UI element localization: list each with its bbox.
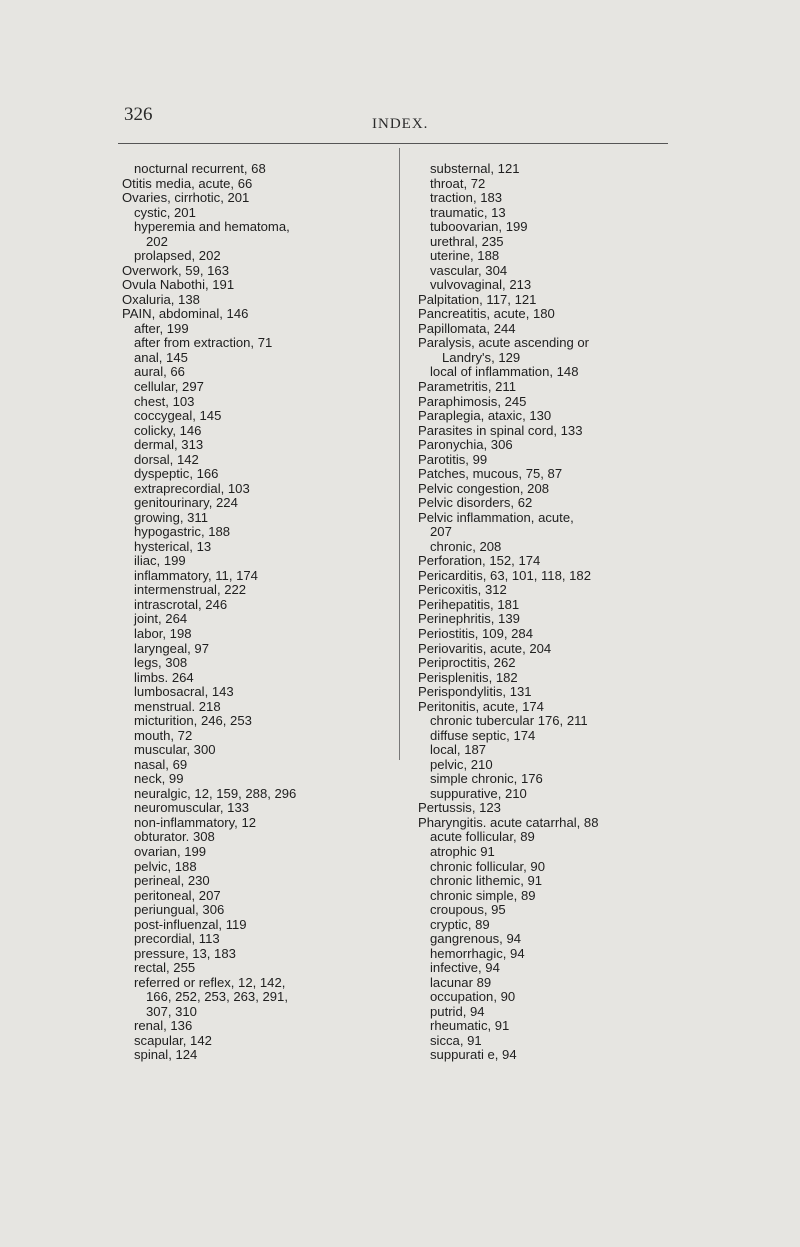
index-subentry: genitourinary, 224	[134, 495, 238, 511]
index-entry: Pelvic congestion, 208	[418, 480, 550, 496]
index-entry: Pertussis, 123	[418, 800, 501, 816]
index-entry: Periovaritis, acute, 204	[418, 640, 552, 656]
page-header	[0, 0, 800, 150]
index-subentry: lacunar 89	[430, 974, 492, 990]
index-subentry: sicca, 91	[430, 1032, 482, 1048]
index-subentry: chronic lithemic, 91	[430, 873, 543, 889]
index-subentry: pelvic, 210	[430, 756, 493, 772]
index-subentry: menstrual. 218	[134, 698, 221, 714]
index-subentry: atrophic 91	[430, 843, 495, 859]
index-entry: PAIN, abdominal, 146	[122, 306, 249, 322]
index-subentry: vulvovaginal, 213	[430, 277, 532, 293]
index-subentry: limbs. 264	[134, 669, 194, 685]
index-subentry: extraprecordial, 103	[134, 480, 250, 496]
index-subentry: suppurative, 210	[430, 785, 527, 801]
index-entry: Paraplegia, ataxic, 130	[418, 408, 552, 424]
index-subentry: pressure, 13, 183	[134, 945, 236, 961]
index-subentry: intermenstrual, 222	[134, 582, 247, 598]
index-subentry: neuromuscular, 133	[134, 800, 250, 816]
index-subentry: nasal, 69	[134, 756, 188, 772]
index-subentry: mouth, 72	[134, 727, 193, 743]
index-subentry: nocturnal recurrent, 68	[134, 161, 266, 176]
index-subentry: chronic, 208	[430, 538, 502, 554]
index-subentry: traction, 183	[430, 190, 503, 206]
index-entry: Pharyngitis. acute catarrhal, 88	[418, 814, 599, 830]
index-subentry: throat, 72	[430, 175, 486, 191]
index-entry: Parasites in spinal cord, 133	[418, 422, 583, 438]
index-entry: Patches, mucous, 75, 87	[418, 466, 563, 482]
index-entry: Perispondylitis, 131	[418, 684, 532, 700]
index-subentry: joint, 264	[134, 611, 188, 627]
index-column-left	[122, 162, 394, 1063]
index-entry: Peritonitis, acute, 174	[418, 698, 544, 714]
index-subentry: perineal, 230	[134, 873, 210, 889]
index-subentry: after from extraction, 71	[134, 335, 273, 351]
index-subentry: scapular, 142	[134, 1032, 212, 1048]
index-entry: Paralysis, acute ascending or	[418, 335, 590, 351]
index-entry: Papillomata, 244	[418, 320, 516, 336]
index-subentry: lumbosacral, 143	[134, 684, 234, 700]
index-subentry: uterine, 188	[430, 248, 500, 264]
index-subentry: post-influenzal, 119	[134, 916, 247, 932]
index-subentry: gangrenous, 94	[430, 931, 522, 947]
index-subentry: prolapsed, 202	[134, 248, 221, 264]
index-entry: Palpitation, 117, 121	[418, 291, 537, 307]
index-subentry: local of inflammation, 148	[430, 364, 579, 380]
index-entry: Otitis media, acute, 66	[122, 175, 253, 191]
index-subentry: labor, 198	[134, 626, 192, 641]
index-subentry: coccygeal, 145	[134, 408, 222, 424]
index-subentry: ovarian, 199	[134, 843, 207, 859]
index-subentry: referred or reflex, 12, 142,	[134, 974, 286, 990]
index-subentry: growing, 311	[134, 509, 209, 525]
index-subentry: local, 187	[430, 742, 487, 758]
index-subentry: hyperemia and hematoma,	[134, 219, 290, 235]
index-subentry: peritoneal, 207	[134, 887, 221, 903]
index-subentry: 207	[430, 524, 452, 540]
index-subentry: laryngeal, 97	[134, 640, 209, 656]
index-subentry: acute follicular, 89	[430, 829, 535, 845]
index-entry: Perisplenitis, 182	[418, 669, 518, 685]
index-subentry: urethral, 235	[430, 233, 504, 249]
index-subentry: infective, 94	[430, 960, 500, 976]
index-subentry: legs, 308	[134, 655, 188, 671]
index-subentry: inflammatory, 11, 174	[134, 567, 258, 583]
index-entry: Periproctitis, 262	[418, 655, 516, 671]
index-subentry: substernal, 121	[430, 161, 520, 176]
index-subentry: micturition, 246, 253	[134, 713, 252, 729]
index-entry-continuation: 202	[146, 233, 168, 249]
index-entry: Pancreatitis, acute, 180	[418, 306, 555, 322]
index-subentry: suppurati e, 94	[430, 1047, 517, 1063]
index-entry: Oxaluria, 138	[122, 291, 200, 307]
index-subentry: neuralgic, 12, 159, 288, 296	[134, 785, 297, 801]
index-entry: Ovula Nabothi, 191	[122, 277, 235, 293]
header-rule	[118, 143, 668, 144]
index-subentry: spinal, 124	[134, 1047, 198, 1063]
index-subentry: neck, 99	[134, 771, 184, 787]
index-entry: Paraphimosis, 245	[418, 393, 527, 409]
index-entry: Overwork, 59, 163	[122, 262, 229, 278]
index-subentry: tuboovarian, 199	[430, 219, 528, 235]
index-subentry: pelvic, 188	[134, 858, 197, 874]
index-subentry: diffuse septic, 174	[430, 727, 536, 743]
index-subentry: dyspeptic, 166	[134, 466, 219, 482]
index-entry: Periostitis, 109, 284	[418, 626, 533, 641]
index-subentry: hysterical, 13	[134, 538, 212, 554]
index-entry: Ovaries, cirrhotic, 201	[122, 190, 250, 206]
index-entry: Pelvic inflammation, acute,	[418, 509, 574, 525]
column-divider	[399, 148, 400, 760]
index-entry: Perihepatitis, 181	[418, 596, 520, 612]
index-subentry: aural, 66	[134, 364, 185, 380]
index-subentry: chronic simple, 89	[430, 887, 536, 903]
index-entry: Pericoxitis, 312	[418, 582, 507, 598]
index-subentry: rheumatic, 91	[430, 1018, 510, 1034]
index-subentry: precordial, 113	[134, 931, 220, 947]
index-subentry: putrid, 94	[430, 1003, 485, 1019]
page-number: 326	[124, 104, 153, 125]
index-subentry: simple chronic, 176	[430, 771, 543, 787]
index-subentry: hypogastric, 188	[134, 524, 231, 540]
index-subentry: iliac, 199	[134, 553, 186, 569]
index-entry: Pericarditis, 63, 101, 118, 182	[418, 567, 591, 583]
index-subentry: chronic follicular, 90	[430, 858, 545, 874]
index-subentry: dorsal, 142	[134, 451, 199, 467]
running-head: INDEX.	[372, 116, 429, 132]
index-entry: Perinephritis, 139	[418, 611, 520, 627]
index-subentry: anal, 145	[134, 349, 188, 365]
index-subentry: periungual, 306	[134, 902, 225, 918]
index-subentry: chronic tubercular 176, 211	[430, 713, 588, 729]
index-subentry: cryptic, 89	[430, 916, 490, 932]
index-subentry: traumatic, 13	[430, 204, 506, 220]
index-subentry: after, 199	[134, 320, 189, 336]
index-subentry: chest, 103	[134, 393, 195, 409]
index-subentry: obturator. 308	[134, 829, 215, 845]
index-subentry: intrascrotal, 246	[134, 596, 228, 612]
index-subentry: cellular, 297	[134, 378, 204, 394]
index-subentry: vascular, 304	[430, 262, 508, 278]
index-subentry: occupation, 90	[430, 989, 516, 1005]
index-entry: Pelvic disorders, 62	[418, 495, 533, 511]
index-column-right	[418, 162, 680, 1063]
index-entry: Paronychia, 306	[418, 437, 513, 453]
index-subentry: croupous, 95	[430, 902, 506, 918]
index-entry-continuation: 166, 252, 253, 263, 291,	[146, 989, 288, 1005]
index-subentry: renal, 136	[134, 1018, 193, 1034]
index-entry: Perforation, 152, 174	[418, 553, 541, 569]
index-subentry: non-inflammatory, 12	[134, 814, 257, 830]
index-entry-continuation: 307, 310	[146, 1003, 197, 1019]
index-entry-continuation: Landry's, 129	[442, 349, 521, 365]
index-subentry: dermal, 313	[134, 437, 204, 453]
index-subentry: rectal, 255	[134, 960, 196, 976]
index-entry: Parotitis, 99	[418, 451, 488, 467]
index-subentry: colicky, 146	[134, 422, 202, 438]
index-entry: Parametritis, 211	[418, 378, 516, 394]
index-subentry: cystic, 201	[134, 204, 196, 220]
index-subentry: muscular, 300	[134, 742, 216, 758]
index-subentry: hemorrhagic, 94	[430, 945, 525, 961]
